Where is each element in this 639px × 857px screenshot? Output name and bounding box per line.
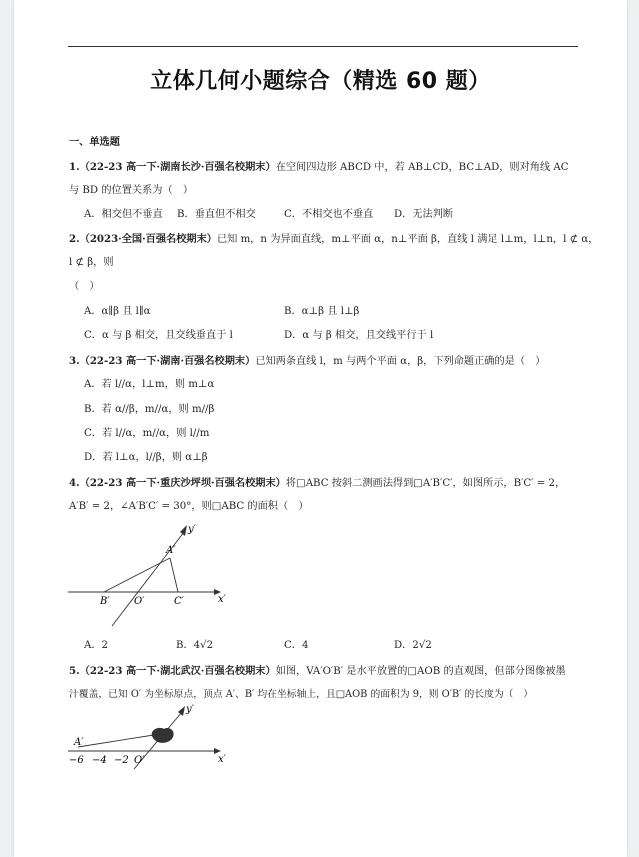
question-1 bbox=[69, 160, 569, 175]
q4-source: （22-23 高一下·重庆沙坪坝·百强名校期末） bbox=[79, 477, 286, 489]
q2-option-b[interactable]: B．α⊥β 且 l⊥β bbox=[284, 306, 360, 317]
q4-option-b[interactable]: B．4√2 bbox=[176, 640, 214, 651]
q4-option-c[interactable]: C．4 bbox=[284, 640, 309, 651]
q5-segment bbox=[78, 734, 160, 747]
document-page bbox=[14, 0, 627, 857]
question-4 bbox=[69, 476, 565, 491]
q2-text: 已知 m，n 为异面直线，m⊥平面 α，n⊥平面 β，直线 l 满足 l⊥m，l⊥n，l ⊄ α， bbox=[216, 234, 599, 245]
q4-number: 4. bbox=[69, 477, 80, 489]
q5-tick-neg6: −6 bbox=[69, 755, 84, 766]
q5-number: 5. bbox=[69, 665, 80, 677]
q2-source: （2023·全国·百强名校期末） bbox=[79, 233, 217, 245]
q5-label-a: A′ bbox=[74, 737, 84, 748]
q1-text: 在空间四边形 ABCD 中，若 AB⊥CD，BC⊥AD，则对角线 AC bbox=[275, 162, 569, 173]
q3-option-d[interactable]: D．若 l⊥α，l//β，则 α⊥β bbox=[84, 452, 208, 463]
q4-figure bbox=[64, 520, 234, 632]
q3-option-b[interactable]: B．若 α//β，m//α，则 m//β bbox=[84, 404, 215, 415]
q1-option-c[interactable]: C．不相交也不垂直 bbox=[284, 209, 374, 220]
q5-text: 如图，VA′O′B′ 是水平放置的□AOB 的直观图，但部分图像被墨 bbox=[275, 666, 566, 677]
q4-segment-ac bbox=[170, 558, 178, 592]
q5-label-y: y′ bbox=[186, 704, 194, 715]
q1-source: （22-23 高一下·湖南长沙·百强名校期末） bbox=[79, 161, 276, 173]
q3-number: 3. bbox=[69, 355, 80, 367]
q5-tick-neg4: −4 bbox=[92, 755, 107, 766]
q3-option-c[interactable]: C．若 l//α，m//α，则 l//m bbox=[84, 428, 210, 439]
q2-option-d[interactable]: D．α 与 β 相交，且交线平行于 l bbox=[284, 330, 434, 341]
q5-ink-blot bbox=[152, 728, 174, 743]
section-heading: 一、单选题 bbox=[69, 136, 120, 148]
q2-text-line2: l ⊄ β，则 bbox=[69, 257, 114, 268]
question-2 bbox=[69, 232, 598, 247]
q5-label-x: x′ bbox=[218, 754, 226, 765]
q1-number: 1. bbox=[69, 161, 80, 173]
q3-source: （22-23 高一下·湖南·百强名校期末） bbox=[79, 355, 256, 367]
q4-y-arrow bbox=[180, 525, 187, 536]
q4-label-o: O′ bbox=[134, 596, 145, 607]
question-3 bbox=[69, 354, 545, 369]
q2-option-a[interactable]: A．α∥β 且 l∥α bbox=[84, 306, 151, 317]
q3-text: 已知两条直线 l，m 与两个平面 α，β，下列命题正确的是（ ） bbox=[255, 356, 546, 367]
question-5 bbox=[69, 664, 566, 679]
q4-label-y: y′ bbox=[188, 524, 196, 535]
q4-text-line2: A′B′ = 2，∠A′B′C′ = 30°，则□ABC 的面积（ ） bbox=[69, 501, 309, 512]
q5-tick-neg2: −2 bbox=[114, 755, 129, 766]
page-title: 立体几何小题综合（精选 60 题） bbox=[150, 69, 491, 94]
q4-text: 将□ABC 按斜二测画法得到□A′B′C′，如图所示，B′C′ = 2， bbox=[285, 478, 566, 489]
header-rule bbox=[68, 46, 578, 47]
q1-option-a[interactable]: A．相交但不垂直 bbox=[84, 209, 163, 220]
q3-option-a[interactable]: A．若 l//α，l⊥m，则 m⊥α bbox=[84, 379, 215, 390]
q1-text-line2: 与 BD 的位置关系为（ ） bbox=[69, 185, 194, 196]
q5-source: （22-23 高一下·湖北武汉·百强名校期末） bbox=[79, 665, 276, 677]
q4-label-x: x′ bbox=[218, 594, 226, 605]
q4-segment-ab bbox=[104, 558, 170, 592]
q1-option-b[interactable]: B．垂直但不相交 bbox=[177, 209, 256, 220]
q4-label-c: C′ bbox=[174, 596, 184, 607]
q5-y-arrow bbox=[178, 706, 185, 716]
q4-option-d[interactable]: D．2√2 bbox=[394, 640, 432, 651]
q5-text-line2: 汁覆盖，已知 O′ 为坐标原点，顶点 A′、B′ 均在坐标轴上，且□AOB 的面积为 9，则 O′B′ 的长度为（ ） bbox=[69, 689, 534, 700]
q2-text-line3: （ ） bbox=[69, 281, 100, 292]
q2-number: 2. bbox=[69, 233, 80, 245]
q4-label-a: A′ bbox=[166, 545, 176, 556]
q1-option-d[interactable]: D．无法判断 bbox=[394, 209, 454, 220]
q2-option-c[interactable]: C．α 与 β 相交，且交线垂直于 l bbox=[84, 330, 233, 341]
q4-label-b: B′ bbox=[100, 596, 110, 607]
q4-option-a[interactable]: A．2 bbox=[84, 640, 109, 651]
q5-figure bbox=[64, 702, 234, 772]
q5-label-o: O′ bbox=[134, 755, 145, 766]
